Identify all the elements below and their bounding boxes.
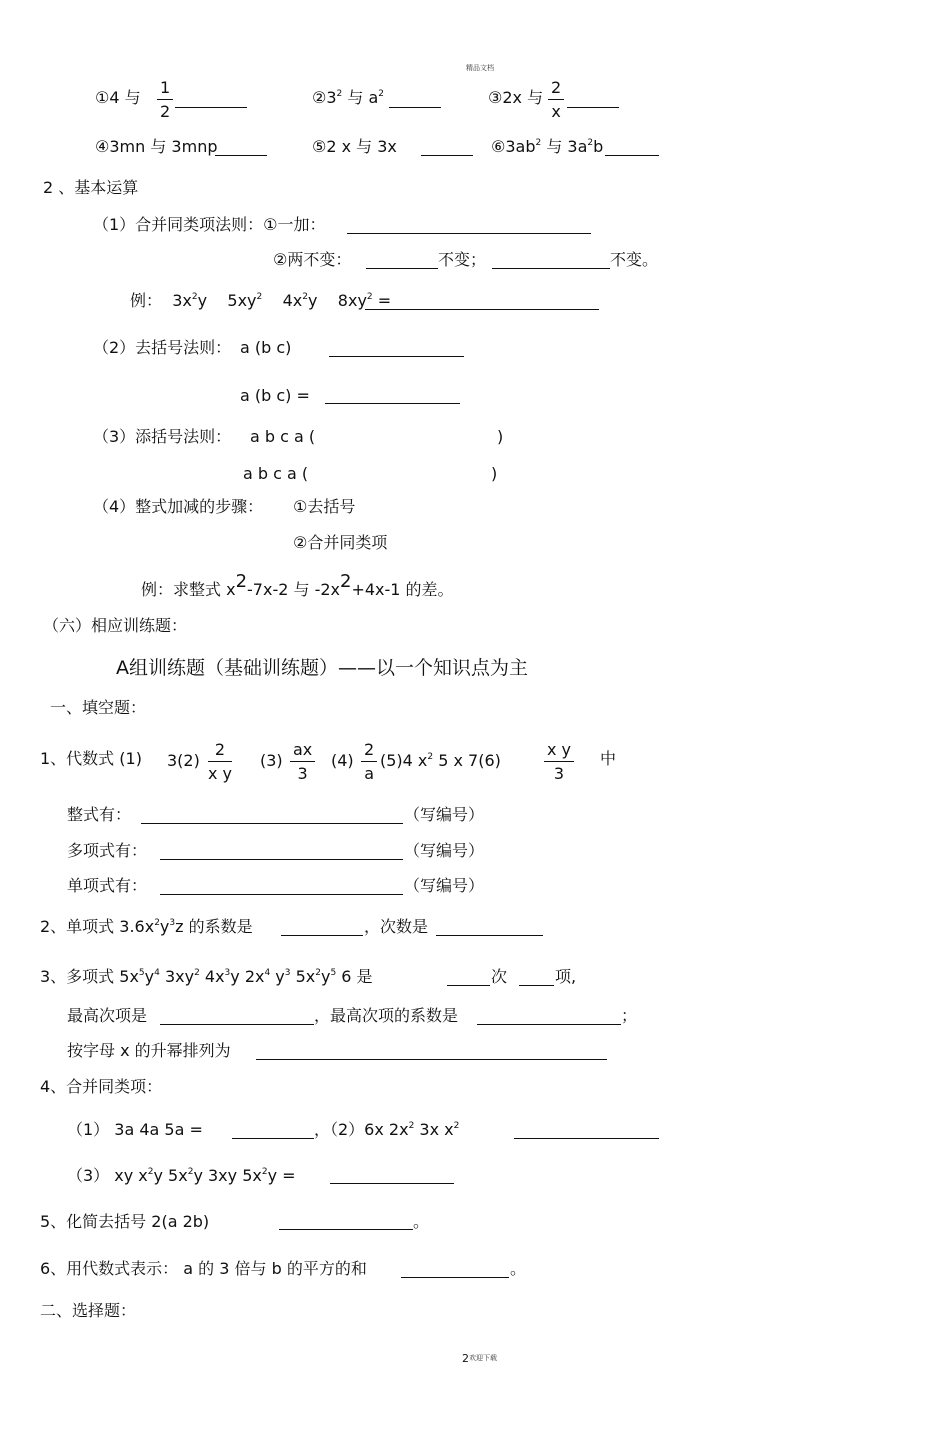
rule-3-expr-2: a b c a ( [243,464,309,483]
fraction-numerator: 1 [160,78,171,97]
q1-term-4-sup: 2 [427,752,434,762]
pair-6-b: 与 3a [546,137,588,156]
q3-sup: 3 [224,968,231,978]
q1-term-4-b: 5 x 7(6) [438,751,501,770]
pair-4-blank[interactable] [215,155,267,156]
rule-2-expr-1: a (b c) [240,338,292,357]
q3-line3: 按字母 x 的升幂排列为 [67,1041,231,1060]
q6-blank[interactable] [401,1277,509,1278]
fraction-denominator: a [364,764,374,783]
q1-term-4 [380,753,501,769]
q4-blank-1[interactable] [232,1138,314,1139]
pair-2-a: ②3 [312,88,337,107]
fraction-numerator: ax [293,740,313,759]
q3-line2-a: 最高次项是 [67,1006,148,1025]
rule-1-blank-2[interactable] [366,268,438,269]
fraction-bar [157,99,173,100]
q4-title: 4、合并同类项： [40,1077,163,1096]
rule-2-blank-2[interactable] [325,403,460,404]
q5-blank[interactable] [279,1229,413,1230]
q6-text: 6、用代数式表示： a 的 3 倍与 b 的平方的和 [40,1259,367,1278]
q3-part: 6 是 [336,967,373,986]
pair-6-c: b [593,137,604,156]
rule-3-close-1: ) [497,427,504,446]
q1-label-3: 单项式有： [67,876,148,895]
rule-4-step-2: ②合并同类项 [293,533,388,552]
q4-r2-part: （3） xy x [67,1166,148,1185]
q3-sup: 5 [330,968,337,978]
pair-6-a: ⑥3ab [491,137,536,156]
term: y [197,291,208,310]
q4-blank-2[interactable] [514,1138,659,1139]
q3-part: 3、多项式 5x [40,967,139,986]
pair-6 [491,139,603,155]
q3-blank-4[interactable] [477,1024,621,1025]
q2-sup: 2 [154,918,160,928]
q1-term-4-a: (5)4 x [380,751,428,770]
q1-suffix: 中 [600,749,617,768]
q3-part: 4x [199,967,225,986]
q3-blank-3[interactable] [160,1024,314,1025]
example-2-sup: 2 [340,571,352,592]
q1-fraction-1 [208,742,232,782]
rule-3-close-2: ) [491,464,498,483]
example-2-b: -7x-2 与 -2x [247,580,340,599]
q1-term-3: (4) [331,751,354,770]
q4-r2-part: y 5x [153,1166,188,1185]
pair-5: ⑤2 x 与 3x [312,137,397,156]
rule-4-step-1: ①去括号 [293,497,356,516]
q2-a: 2、单项式 3.6x [40,917,155,936]
q1-prefix: 1、代数式 (1) [40,749,142,768]
term: 4x [282,291,303,310]
fraction-denominator: 3 [553,764,565,783]
term: 3x [172,291,192,310]
q3-part: y 2x [230,967,265,986]
pair-6-sup2: 2 [587,138,594,148]
q4-r2-part: y 3xy 5x [193,1166,262,1185]
q2-d: ，次数是 [364,917,429,936]
fraction-numerator: x y [547,740,572,759]
term-sup: 2 [366,292,373,302]
fraction-numerator: 2 [364,740,375,759]
rule-1-blank-3[interactable] [492,268,610,269]
q3-k: 项, [555,967,577,986]
fraction-bar [208,761,232,762]
fraction-bar [544,761,574,762]
fraction-bar [290,761,315,762]
part-1-title: 一、填空题： [50,698,147,717]
q2-c: z 的系数是 [175,917,253,936]
q3-sup: 3 [284,968,291,978]
q3-sup: 4 [264,968,271,978]
pair-5-blank[interactable] [421,155,473,156]
q3-text [40,969,373,985]
q3-part: y [270,967,285,986]
rule-1-label: （1）合并同类项法则：①一加： [93,215,326,234]
q3-sup: 2 [194,968,200,978]
q1-blank-1[interactable] [141,823,403,824]
q4-r1-a: （1） 3a 4a 5a = [67,1120,203,1139]
rule-3-expr-1: a b c a ( [250,427,316,446]
pair-4: ④3mn 与 3mnp [95,137,218,156]
q3-blank-1[interactable] [447,985,490,986]
q2-text [40,919,253,935]
fraction-bar [361,761,377,762]
q3-sup: 2 [315,968,321,978]
rule-2-expr-2: a (b c) = [240,386,310,405]
pair-2-b: 与 a [347,88,379,107]
fraction-numerator: 2 [214,740,226,759]
q4-r1-sup: 2 [408,1121,415,1131]
header-note: 精品文档 [466,64,494,72]
q4-r1-b: ，（2）6x 2x [314,1120,409,1139]
rule-2-blank-1[interactable] [329,356,464,357]
rule-1-line2-b: 不变； [438,250,487,269]
example-1-blank[interactable] [365,309,599,310]
pair-2-blank[interactable] [389,107,441,108]
term-sup: 2 [191,292,198,302]
q3-j: 次 [491,967,508,986]
q2-blank-1[interactable] [281,935,363,936]
term: 5xy [227,291,257,310]
q5-text: 5、化简去括号 2(a 2b) [40,1212,210,1231]
q1-note-3: （写编号） [404,876,485,895]
pair-6-sup1: 2 [535,138,542,148]
example-2-c: +4x-1 的差。 [351,580,454,599]
q4-r2-sup: 2 [187,1167,194,1177]
term-sup: 2 [302,292,308,302]
pair-3-fraction [548,80,564,120]
q2-blank-2[interactable] [436,935,543,936]
rule-1-line2-c: 不变。 [610,250,659,269]
fraction-denominator: x [551,102,561,121]
pair-1-prefix: ①4 与 [95,88,141,107]
q4-row-1 [67,1122,203,1138]
section-6-title: （六）相应训练题： [43,616,188,635]
pair-3-blank[interactable] [567,107,619,108]
q1-term-1: 3(2) [167,751,200,770]
example-2-sup: 2 [235,571,248,592]
q3-blank-5[interactable] [256,1059,607,1060]
q1-fraction-4 [544,742,574,782]
rule-2-label: （2）去括号法则： [93,338,232,357]
footer-note: 欢迎下载 [469,1354,497,1362]
pair-2 [312,90,384,106]
q3-part: 3xy [159,967,195,986]
q3-part: y [144,967,155,986]
term-sup: 2 [256,292,263,302]
q1-label-2: 多项式有： [67,841,148,860]
q2-sup: 3 [169,918,176,928]
part-2-title: 二、选择题： [40,1301,137,1320]
q4-r1-c: 3x x [414,1120,454,1139]
fraction-denominator: 3 [297,764,308,783]
q3-line2-c: ； [621,1006,638,1025]
example-1 [130,293,391,309]
q4-r2-sup: 2 [147,1167,154,1177]
q3-line2-b: ，最高次项的系数是 [314,1006,459,1025]
q4-row-1-b [314,1122,459,1138]
rule-1-line2-a: ②两不变： [273,250,352,269]
q1-note-2: （写编号） [404,841,485,860]
q1-fraction-3 [361,742,377,782]
q1-note-1: （写编号） [404,805,485,824]
pair-2-sup2: 2 [378,89,384,99]
q1-blank-2[interactable] [160,859,403,860]
pair-6-blank[interactable] [605,155,659,156]
q4-r2-part: y = [267,1166,296,1185]
rule-1-blank[interactable] [347,233,591,234]
q3-sup: 5 [138,968,145,978]
q3-blank-2[interactable] [519,985,554,986]
pair-1-fraction [157,80,173,120]
q4-r2-sup: 2 [261,1167,268,1177]
q1-blank-3[interactable] [160,894,403,895]
pair-3-prefix: ③2x 与 [488,88,544,107]
fraction-denominator: 2 [160,102,171,121]
q4-r1-sup: 2 [453,1121,460,1131]
page-number: 2 [462,1352,469,1365]
pair-1-blank[interactable] [175,107,247,108]
section-2-title: 2 、基本运算 [43,178,139,197]
q4-row-2 [67,1168,296,1184]
rule-3-label: （3）添括号法则： [93,427,232,446]
example-2-a: 例：求整式 x [141,580,236,599]
q1-label-1: 整式有： [67,805,132,824]
q5-end: 。 [413,1212,430,1231]
fraction-numerator: 2 [551,78,562,97]
example-1-prefix: 例： [130,291,163,310]
equals-sign: = [377,291,392,310]
q1-fraction-2 [290,742,315,782]
example-2 [141,571,454,599]
q3-part: 5x [290,967,316,986]
q1-term-2: (3) [260,751,283,770]
q2-b: y [159,917,170,936]
rule-4-label: （4）整式加减的步骤： [93,497,264,516]
fraction-bar [548,99,564,100]
term: y [307,291,318,310]
q6-end: 。 [510,1259,527,1278]
group-a-title: A组训练题（基础训练题）——以一个知识点为主 [116,657,528,679]
q4-blank-3[interactable] [330,1183,454,1184]
term: 8xy [337,291,367,310]
pair-2-sup1: 2 [336,89,343,99]
q3-sup: 4 [154,968,160,978]
q3-part: y [320,967,331,986]
fraction-denominator: x y [208,764,233,783]
